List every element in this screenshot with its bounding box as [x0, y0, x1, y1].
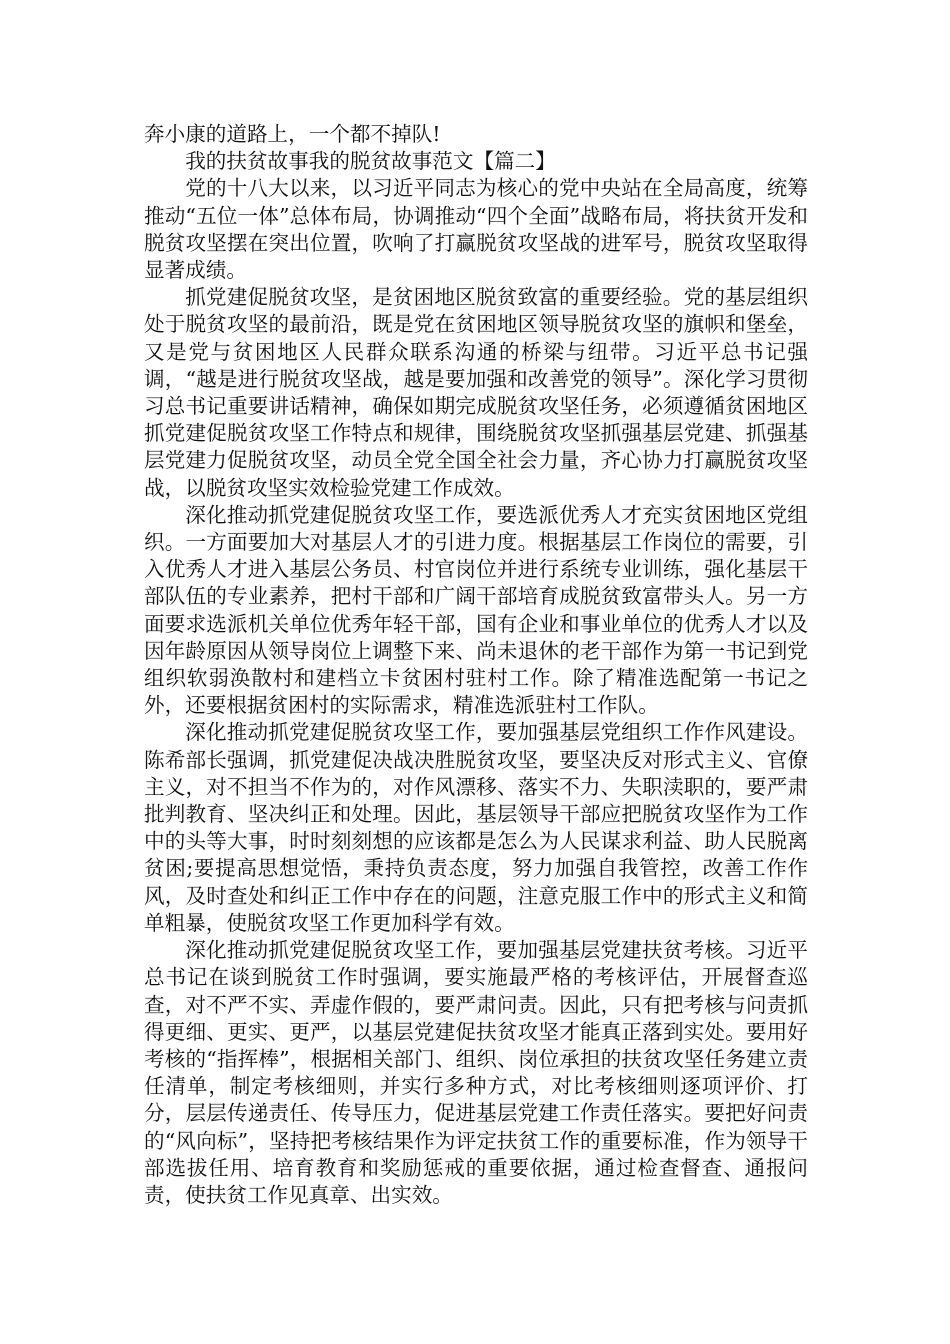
document-body	[144, 121, 808, 1209]
paragraph: 抓党建促脱贫攻坚，是贫困地区脱贫致富的重要经验。党的基层组织处于脱贫攻坚的最前沿，既是党在贫困地区领导脱贫攻坚的旗帜和堡垒，又是党与贫困地区人民群众联系沟通的桥梁与纽带。习近平总书记强调，“越是进行脱贫攻坚战，越是要加强和改善党的领导”。深化学习贯彻习总书记重要讲话精神，确保如期完成脱贫攻坚任务，必须遵循贫困地区抓党建促脱贫攻坚工作特点和规律，围绕脱贫攻坚抓强基层党建、抓强基层党建力促脱贫攻坚，动员全党全国全社会力量，齐心协力打赢脱贫攻坚战，以脱贫攻坚实效检验党建工作成效。	[144, 285, 808, 500]
paragraph-continuation: 奔小康的道路上，一个都不掉队!	[144, 122, 441, 146]
paragraph: 深化推动抓党建促脱贫攻坚工作，要选派优秀人才充实贫困地区党组织。一方面要加大对基层人才的引进力度。根据基层工作岗位的需要，引入优秀人才进入基层公务员、村官岗位并进行系统专业训练，强化基层干部队伍的专业素养，把村干部和广阔干部培育成脱贫致富带头人。另一方面要求选派机关单位优秀年轻干部，国有企业和事业单位的优秀人才以及因年龄原因从领导岗位上调整下来、尚未退休的老干部作为第一书记到党组织软弱涣散村和建档立卡贫困村驻村工作。除了精准选配第一书记之外，还要根据贫困村的实际需求，精准选派驻村工作队。	[144, 502, 808, 718]
paragraph: 深化推动抓党建促脱贫攻坚工作，要加强基层党组织工作作风建设。陈希部长强调，抓党建促决战决胜脱贫攻坚，要坚决反对形式主义、官僚主义，对不担当不作为的，对作风漂移、落实不力、失职渎职的，要严肃批判教育、坚决纠正和处理。因此，基层领导干部应把脱贫攻坚作为工作中的头等大事，时时刻刻想的应该都是怎么为人民谋求利益、助人民脱离贫困;要提高思想觉悟，秉持负责态度，努力加强自我管控，改善工作作风，及时查处和纠正工作中存在的问题，注意克服工作中的形式主义和简单粗暴，使脱贫攻坚工作更加科学有效。	[144, 720, 808, 935]
paragraph: 党的十八大以来，以习近平同志为核心的党中央站在全局高度，统筹推动“五位一体”总体布局，协调推动“四个全面”战略布局，将扶贫开发和脱贫攻坚摆在突出位置，吹响了打赢脱贫攻坚战的进军号，脱贫攻坚取得显著成绩。	[144, 176, 809, 283]
section-heading: 我的扶贫故事我的脱贫故事范文【篇二】	[185, 149, 556, 174]
paragraph: 深化推动抓党建促脱贫攻坚工作，要加强基层党建扶贫考核。习近平总书记在谈到脱贫工作时强调，要实施最严格的考核评估，开展督查巡查，对不严不实、弄虚作假的，要严肃问责。因此，只有把考核与问责抓得更细、更实、更严，以基层党建促扶贫攻坚才能真正落到实处。要用好考核的“指挥棒”，根据相关部门、组织、岗位承担的扶贫攻坚任务建立责任清单，制定考核细则，并实行多种方式，对比考核细则逐项评价、打分，层层传递责任、传导压力，促进基层党建工作责任落实。要把好问责的“风向标”，坚持把考核结果作为评定扶贫工作的重要标准，作为领导干部选拔任用、培育教育和奖励惩戒的重要依据，通过检查督查、通报问责，使扶贫工作见真章、出实效。	[144, 938, 808, 1207]
